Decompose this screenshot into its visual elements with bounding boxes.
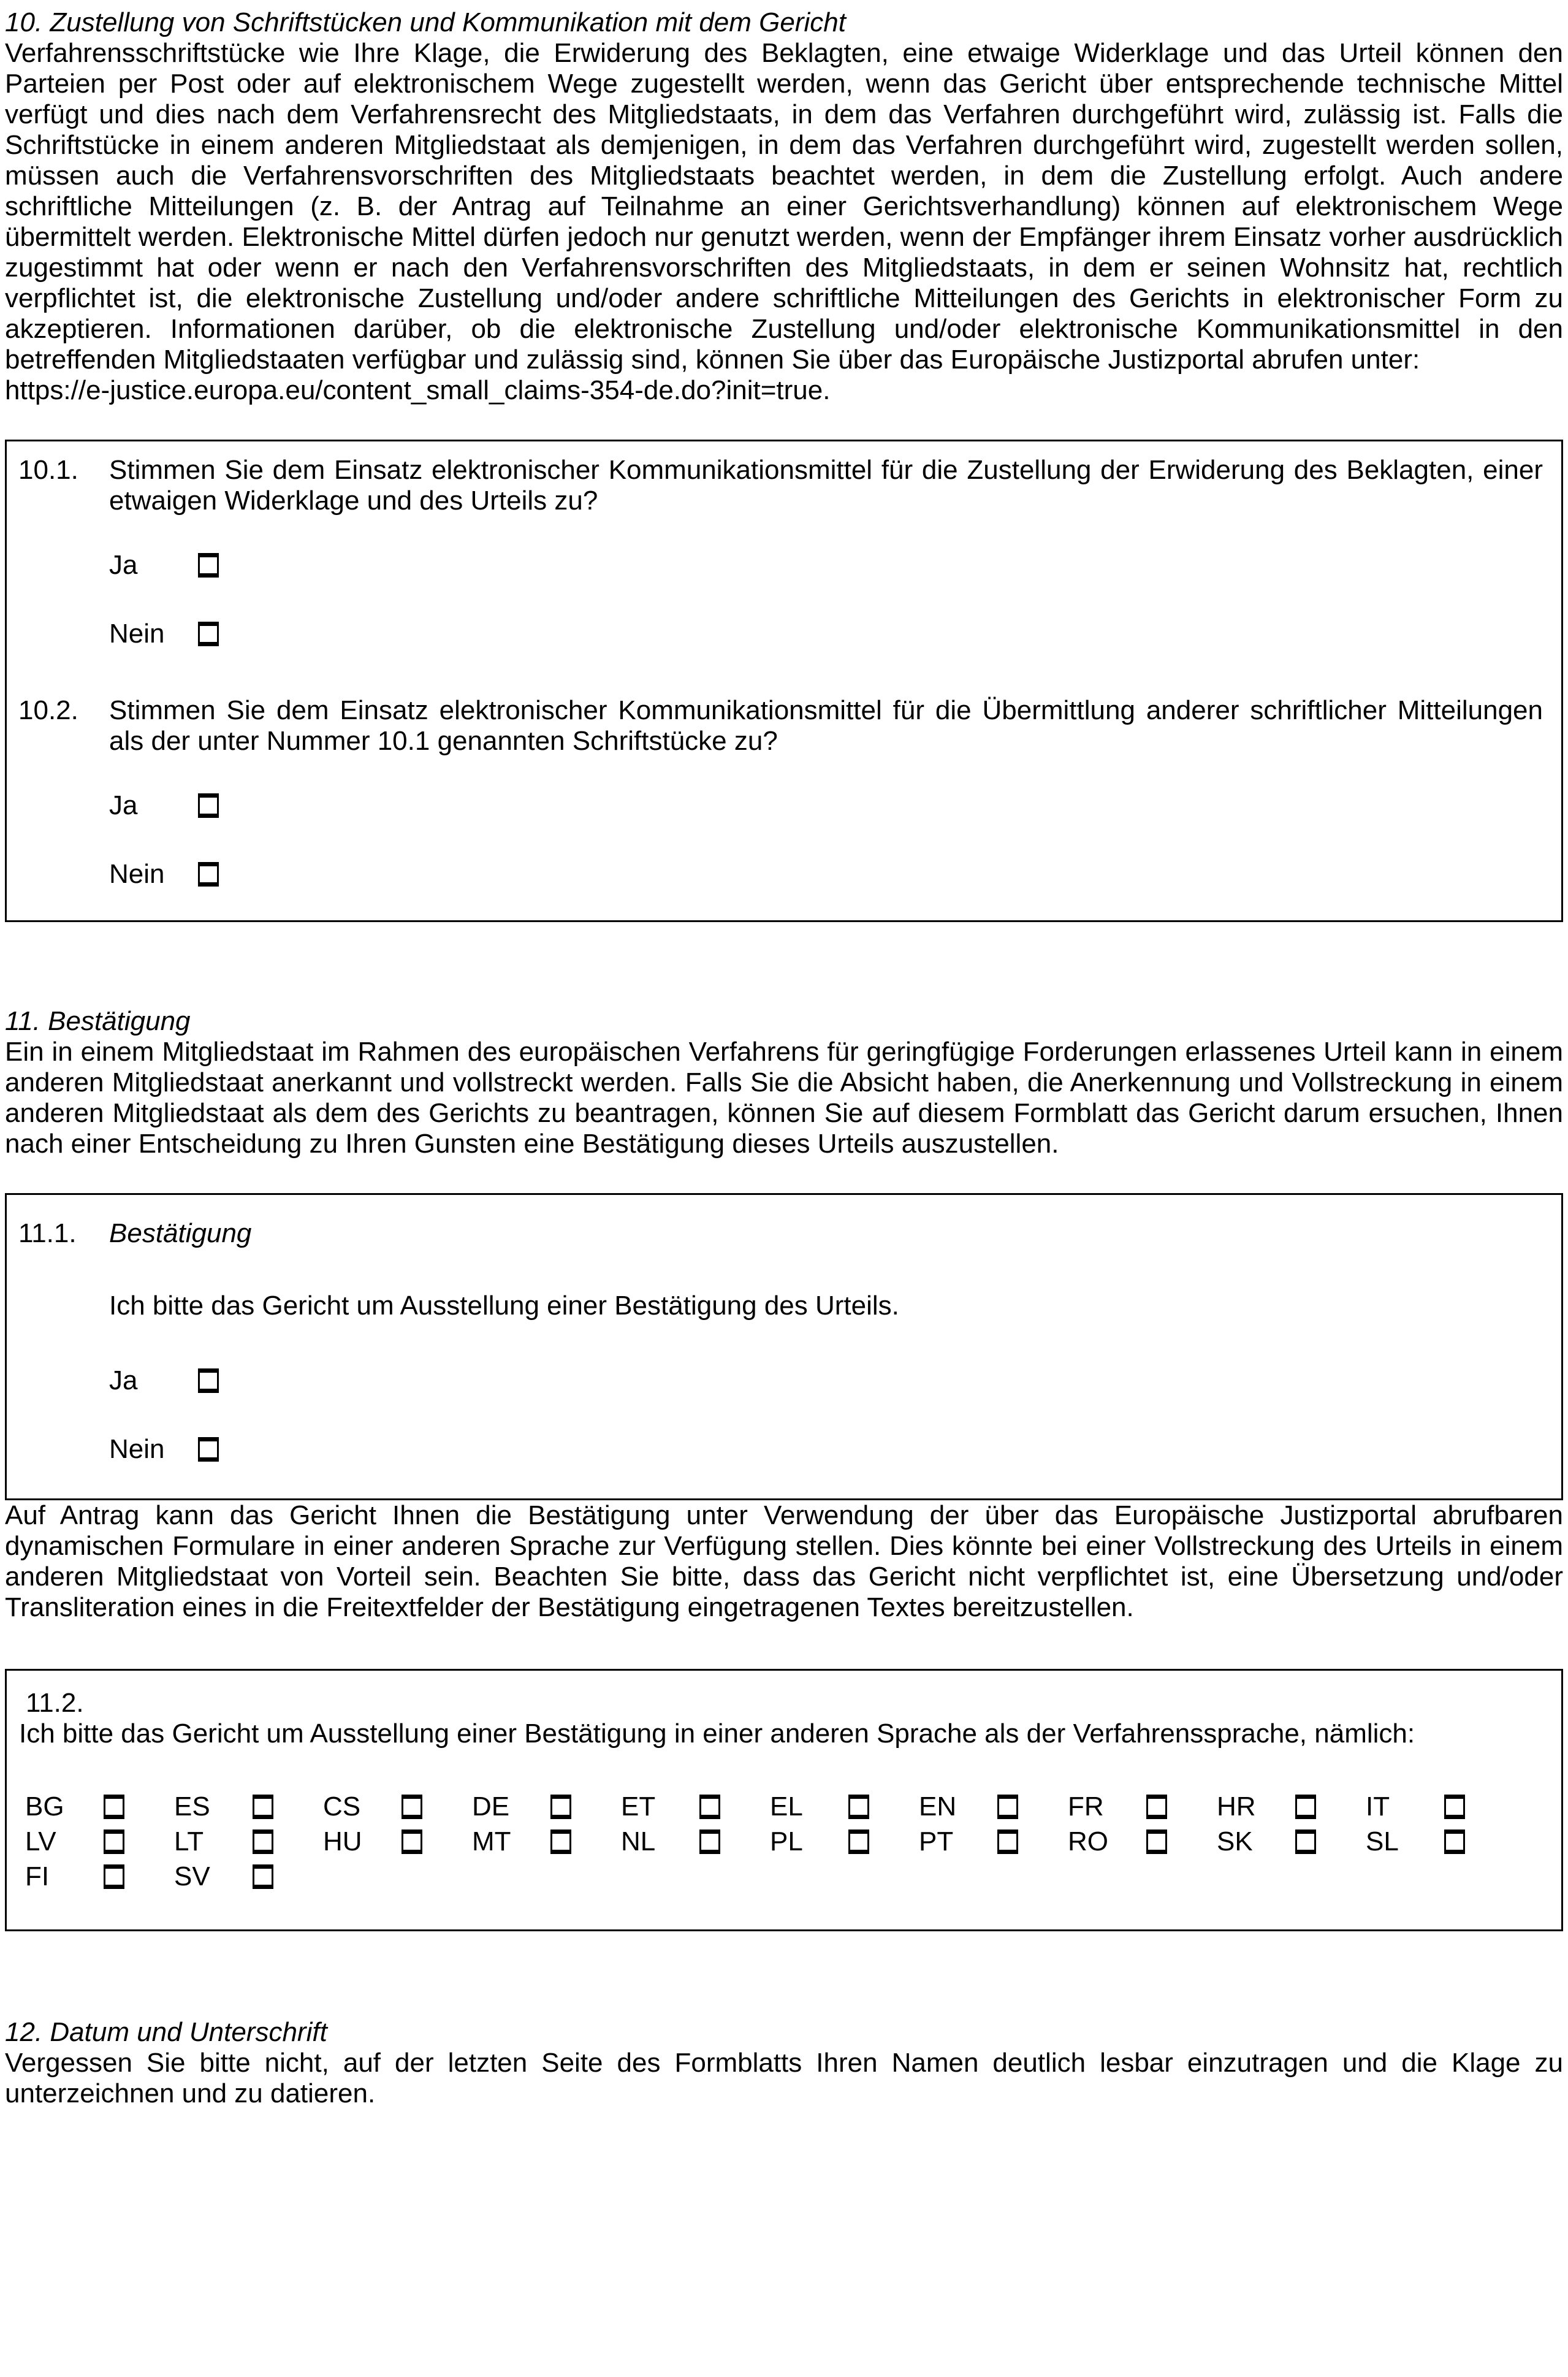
question-11-1-label: Bestätigung <box>109 1218 252 1248</box>
language-option-lv <box>25 1826 174 1857</box>
checkbox-lang-nl[interactable] <box>699 1829 720 1854</box>
checkbox-lang-cs[interactable] <box>402 1795 422 1819</box>
question-11-1 <box>7 1218 1543 1249</box>
question-10-2-text: Stimmen Sie dem Einsatz elektronischer Kommunikationsmittel für die Übermittlung anderer schriftlicher Mitteilungen als der unter Nummer 10.1 genannten Schriftstücke zu? <box>109 695 1543 756</box>
checkbox-lang-sk[interactable] <box>1295 1829 1316 1854</box>
language-option-hu <box>323 1826 472 1857</box>
question-10-1-text: Stimmen Sie dem Einsatz elektronischer Kommunikationsmittel für die Zustellung der Erwiderung des Beklagten, einer etwaigen Widerklage und des Urteils zu? <box>109 455 1543 516</box>
language-row-2 <box>25 1824 1543 1859</box>
language-option-pt <box>919 1826 1068 1857</box>
language-label-pt: PT <box>919 1826 954 1856</box>
section-10-paragraph: Verfahrensschriftstücke wie Ihre Klage, die Erwiderung des Beklagten, eine etwaige Widerklage und das Urteil können den Parteien per Post oder auf elektronischem Wege zugestellt werden, wenn das Gericht über entsprechende technische Mittel verfügt und dies nach dem Verfahrensrecht des Mitgliedstaats, in dem das Verfahren durchgeführt wird, zulässig ist. Falls die Schriftstücke in einem anderen Mitgliedstaat als demjenigen, in dem das Verfahren durchgeführt wird, zugestellt werden sollen, müssen auch die Verfahrensvorschriften des Mitgliedstaats beachtet werden, in dem die Zustellung erfolgt. Auch andere schriftliche Mitteilungen (z. B. der Antrag auf Teilnahme an einer Gerichtsverhandlung) können auf elektronischem Wege übermittelt werden. Elektronische Mittel dürfen jedoch nur genutzt werden, wenn der Empfänger ihrem Einsatz vorher ausdrücklich zugestimmt hat oder wenn er nach den Verfahrensvorschriften des Mitgliedstaats, in dem er seinen Wohnsitz hat, rechtlich verpflichtet ist, die elektronische Zustellung und/oder andere schriftliche Mitteilungen des Gerichts in elektronischer Form zu akzeptieren. Informationen darüber, ob die elektronische Zustellung und/oder elektronische Kommunikationsmittel in den betreffenden Mitgliedstaaten verfügbar und zulässig sind, können Sie über das Europäische Justizportal abrufen unter: <box>5 38 1563 375</box>
checkbox-11-1-yes[interactable] <box>198 1368 219 1393</box>
language-option-en <box>919 1791 1068 1822</box>
language-option-fi <box>25 1861 174 1892</box>
checkbox-lang-hr[interactable] <box>1295 1795 1316 1819</box>
question-10-2 <box>7 695 1543 757</box>
section-12-paragraph: Vergessen Sie bitte nicht, auf der letzten Seite des Formblatts Ihren Namen deutlich lesbar einzutragen und die Klage zu unterzeichnen und zu datieren. <box>5 2048 1563 2108</box>
checkbox-lang-hu[interactable] <box>402 1829 422 1854</box>
checkbox-lang-sl[interactable] <box>1444 1829 1465 1854</box>
checkbox-lang-en[interactable] <box>997 1795 1018 1819</box>
language-row-1 <box>25 1789 1543 1824</box>
language-option-bg <box>25 1791 174 1822</box>
question-10-2-number: 10.2. <box>18 695 78 725</box>
section-10-questions-box <box>5 440 1563 922</box>
language-label-it: IT <box>1366 1791 1390 1822</box>
language-label-cs: CS <box>323 1791 361 1822</box>
language-label-fi: FI <box>25 1861 50 1891</box>
language-option-sv <box>174 1861 323 1892</box>
language-label-mt: MT <box>472 1826 511 1856</box>
checkbox-lang-et[interactable] <box>699 1795 720 1819</box>
checkbox-lang-lv[interactable] <box>104 1829 124 1854</box>
language-checkbox-grid <box>25 1789 1543 1894</box>
no-label: Nein <box>109 859 165 889</box>
checkbox-lang-fr[interactable] <box>1146 1795 1167 1819</box>
checkbox-lang-fi[interactable] <box>104 1864 124 1889</box>
question-10-1-no-row <box>109 619 1543 649</box>
question-11-1-statement <box>7 1291 1543 1321</box>
yes-label: Ja <box>109 1365 138 1395</box>
language-option-fr <box>1068 1791 1217 1822</box>
no-label: Nein <box>109 619 165 649</box>
yes-label: Ja <box>109 550 138 580</box>
question-10-2-no-row <box>109 859 1543 890</box>
language-label-nl: NL <box>621 1826 656 1856</box>
question-11-2-text: Ich bitte das Gericht um Ausstellung einer Bestätigung in einer anderen Sprache als der Verfahrenssprache, nämlich: <box>19 1719 1415 1749</box>
question-11-1-number: 11.1. <box>18 1218 77 1248</box>
section-11-heading: 11. Bestätigung <box>5 1006 191 1036</box>
question-10-1-yes-row <box>109 550 1543 581</box>
language-option-mt <box>472 1826 621 1857</box>
language-label-es: ES <box>174 1791 210 1822</box>
question-10-1-number: 10.1. <box>18 455 78 485</box>
checkbox-lang-pl[interactable] <box>848 1829 869 1854</box>
checkbox-lang-de[interactable] <box>550 1795 571 1819</box>
language-option-sk <box>1217 1826 1366 1857</box>
section-11-2-box <box>5 1669 1563 1931</box>
section-11-paragraph-2: Auf Antrag kann das Gericht Ihnen die Bestätigung unter Verwendung der über das Europäische Justizportal abrufbaren dynamischen Formulare in einer anderen Sprache zur Verfügung stellen. Dies könnte bei einer Vollstreckung des Urteils in einem anderen Mitgliedstaat von Vorteil sein. Beachten Sie bitte, dass das Gericht nicht verpflichtet ist, eine Übersetzung und/oder Transliteration eines in die Freitextfelder der Bestätigung eingetragenen Textes bereitzustellen. <box>5 1500 1563 1622</box>
checkbox-10-2-no[interactable] <box>198 862 219 887</box>
language-option-sl <box>1366 1826 1515 1857</box>
question-11-2-number: 11.2. <box>26 1688 84 1718</box>
checkbox-lang-el[interactable] <box>848 1795 869 1819</box>
checkbox-lang-sv[interactable] <box>253 1864 273 1889</box>
language-row-3 <box>25 1859 1543 1894</box>
language-option-es <box>174 1791 323 1822</box>
checkbox-11-1-no[interactable] <box>198 1437 219 1462</box>
checkbox-lang-lt[interactable] <box>253 1829 273 1854</box>
checkbox-10-1-no[interactable] <box>198 622 219 646</box>
language-label-en: EN <box>919 1791 957 1822</box>
checkbox-10-1-yes[interactable] <box>198 553 219 578</box>
yes-label: Ja <box>109 790 138 820</box>
language-option-hr <box>1217 1791 1366 1822</box>
justice-portal-url: https://e-justice.europa.eu/content_small_claims-354-de.do?init=true. <box>5 375 831 405</box>
question-11-1-no-row <box>109 1434 1543 1465</box>
language-label-pl: PL <box>770 1826 803 1856</box>
language-label-sv: SV <box>174 1861 210 1891</box>
checkbox-lang-bg[interactable] <box>104 1795 124 1819</box>
language-option-ro <box>1068 1826 1217 1857</box>
checkbox-lang-pt[interactable] <box>997 1829 1018 1854</box>
language-option-et <box>621 1791 770 1822</box>
language-option-el <box>770 1791 919 1822</box>
language-option-pl <box>770 1826 919 1857</box>
checkbox-lang-ro[interactable] <box>1146 1829 1167 1854</box>
question-11-1-text: Ich bitte das Gericht um Ausstellung einer Bestätigung des Urteils. <box>109 1291 899 1321</box>
language-label-hr: HR <box>1217 1791 1256 1822</box>
language-label-fr: FR <box>1068 1791 1104 1822</box>
language-option-it <box>1366 1791 1515 1822</box>
language-label-bg: BG <box>25 1791 64 1822</box>
checkbox-lang-es[interactable] <box>253 1795 273 1819</box>
section-10-heading: 10. Zustellung von Schriftstücken und Kommunikation mit dem Gericht <box>5 7 846 37</box>
checkbox-lang-mt[interactable] <box>550 1829 571 1854</box>
language-label-ro: RO <box>1068 1826 1108 1856</box>
question-10-1 <box>7 455 1543 516</box>
language-option-lt <box>174 1826 323 1857</box>
language-label-hu: HU <box>323 1826 362 1856</box>
language-label-lt: LT <box>174 1826 204 1856</box>
no-label: Nein <box>109 1434 165 1464</box>
language-option-cs <box>323 1791 472 1822</box>
language-label-sl: SL <box>1366 1826 1399 1856</box>
language-label-de: DE <box>472 1791 510 1822</box>
checkbox-10-2-yes[interactable] <box>198 793 219 818</box>
language-label-sk: SK <box>1217 1826 1253 1856</box>
language-option-de <box>472 1791 621 1822</box>
checkbox-lang-it[interactable] <box>1444 1795 1465 1819</box>
language-option-nl <box>621 1826 770 1857</box>
question-10-2-yes-row <box>109 790 1543 821</box>
language-label-et: ET <box>621 1791 656 1822</box>
question-11-1-yes-row <box>109 1365 1543 1396</box>
section-11-1-box <box>5 1193 1563 1500</box>
section-11-paragraph: Ein in einem Mitgliedstaat im Rahmen des europäischen Verfahrens für geringfügige Forderungen erlassenes Urteil kann in einem anderen Mitgliedstaat anerkannt und vollstreckt werden. Falls Sie die Absicht haben, die Anerkennung und Vollstreckung in einem anderen Mitgliedstaat als dem des Gerichts zu beantragen, können Sie auf diesem Formblatt das Gericht darum ersuchen, Ihnen nach einer Entscheidung zu Ihren Gunsten eine Bestätigung dieses Urteils auszustellen. <box>5 1037 1563 1159</box>
language-label-lv: LV <box>25 1826 56 1856</box>
section-12-heading: 12. Datum und Unterschrift <box>5 2017 327 2047</box>
language-label-el: EL <box>770 1791 803 1822</box>
